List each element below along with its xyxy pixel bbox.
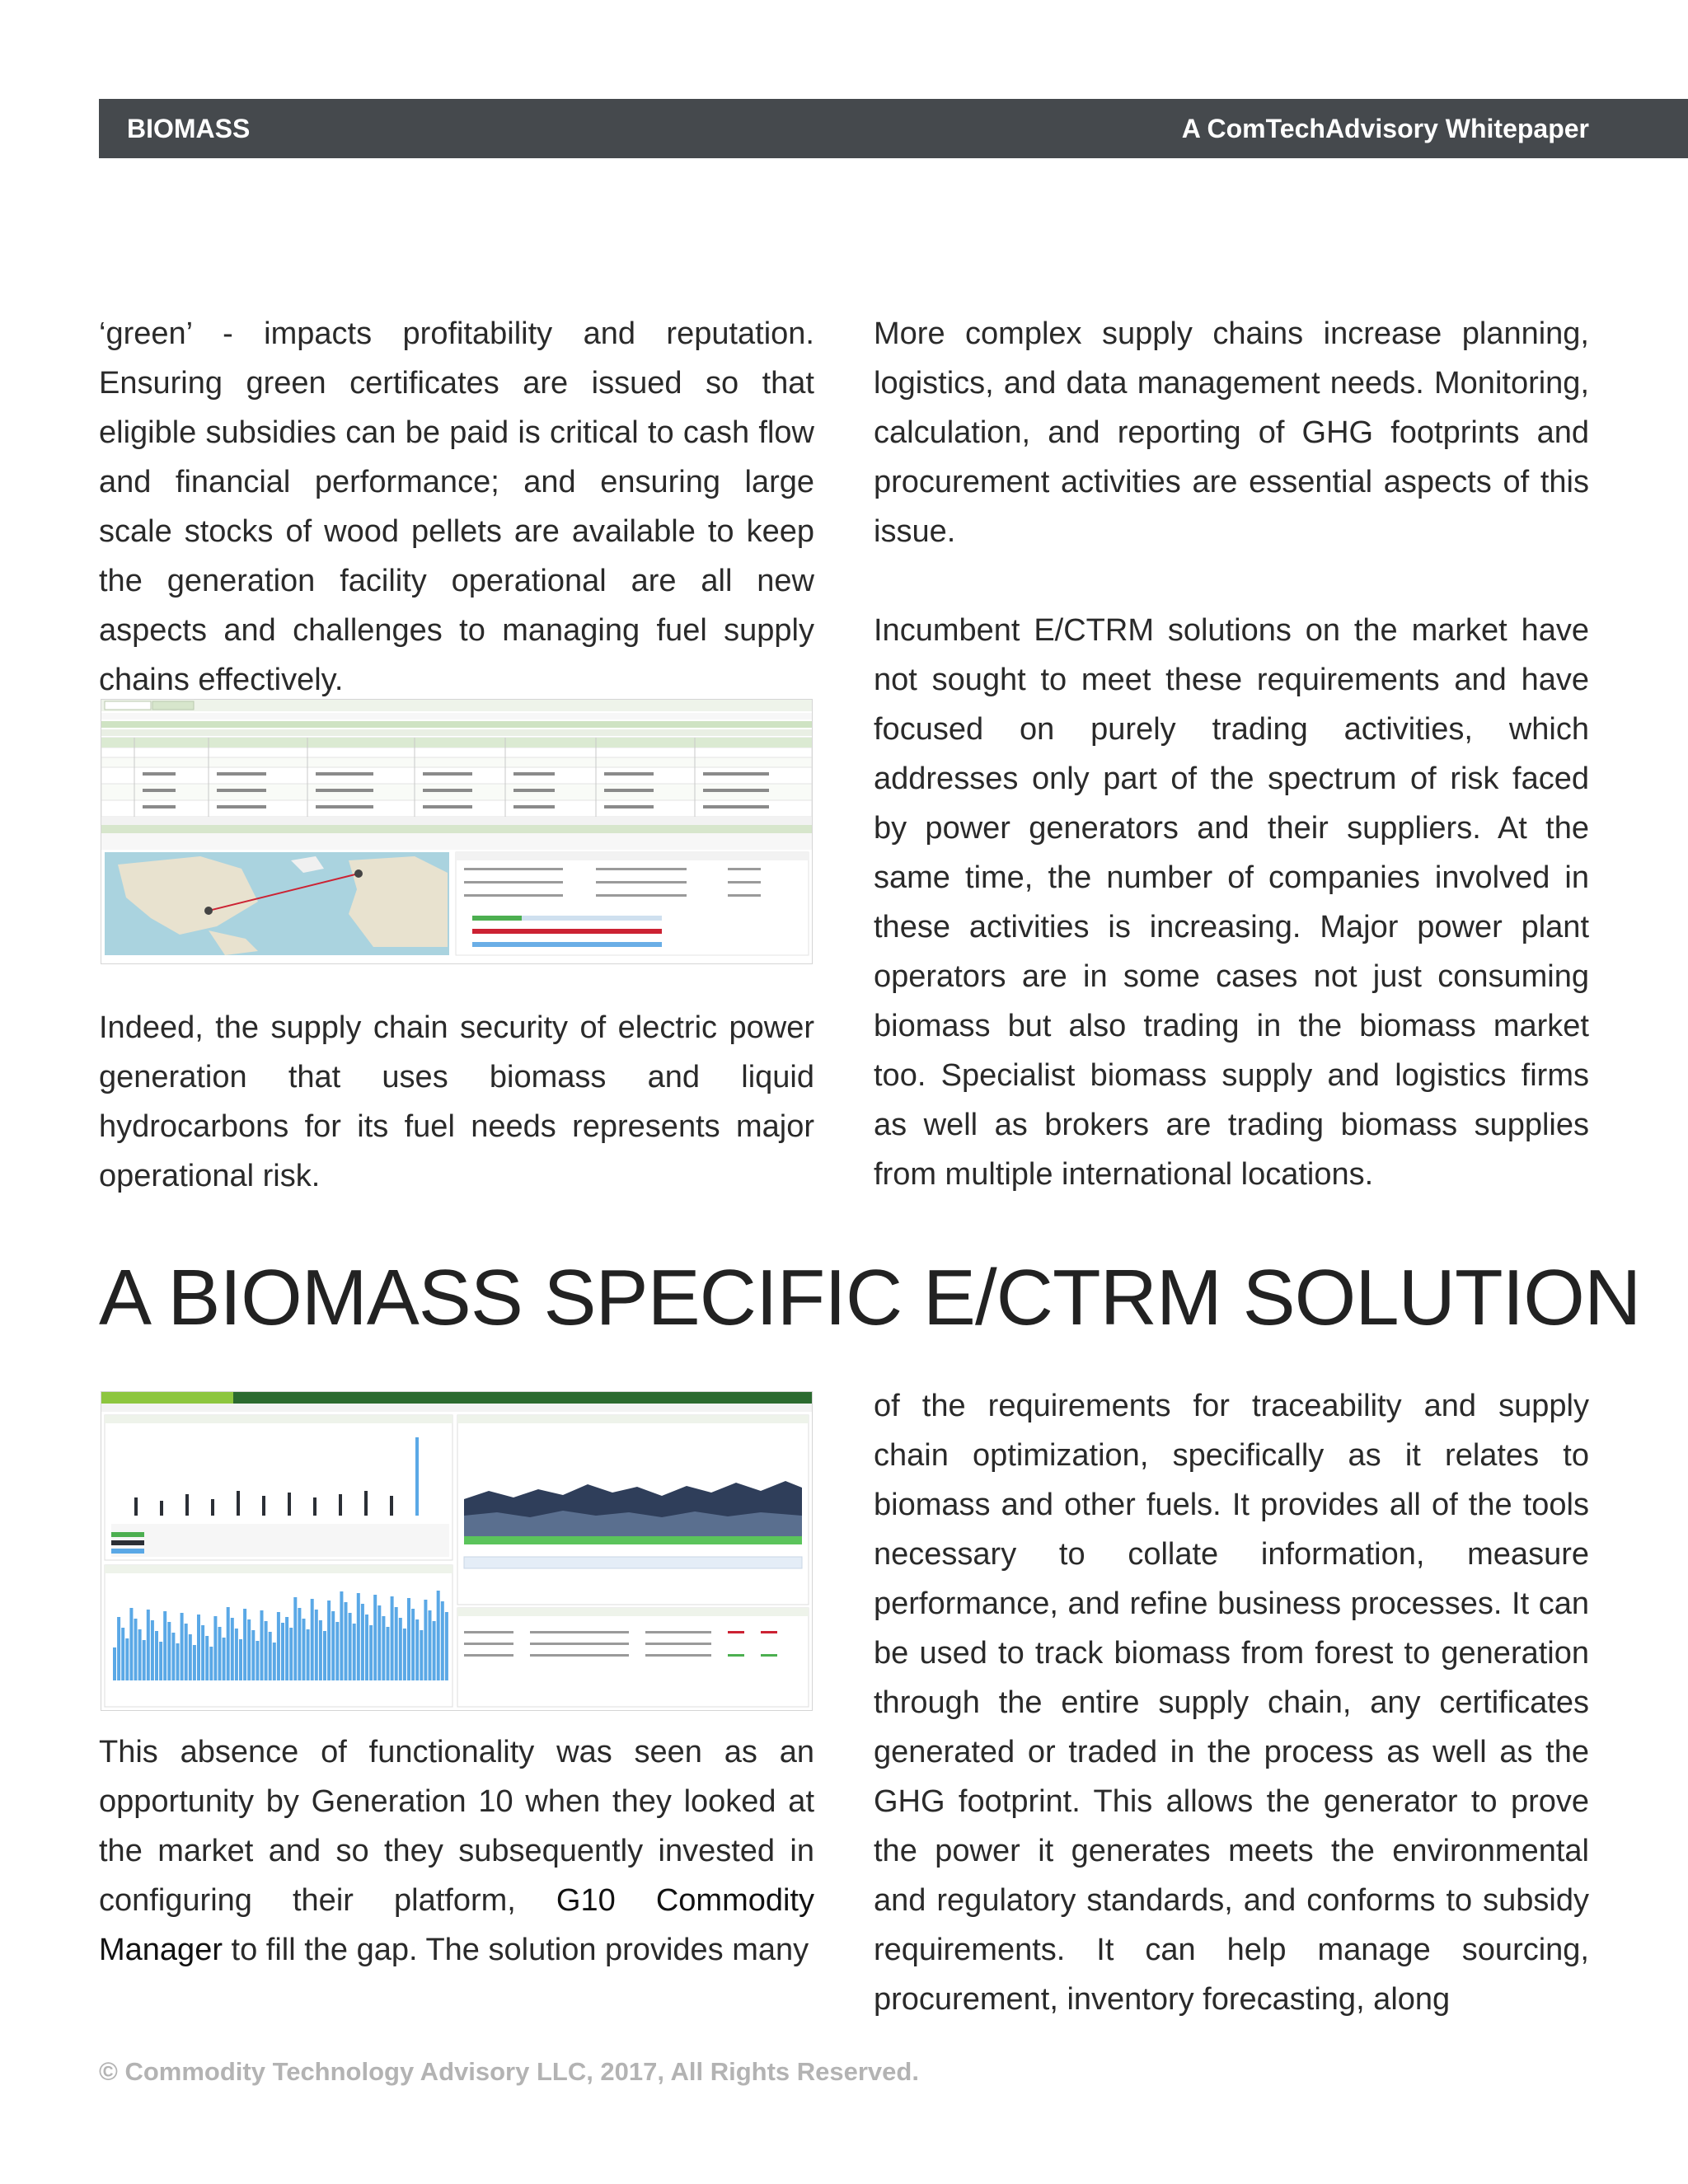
cumulative-bar <box>340 1591 343 1680</box>
cumulative-bar <box>129 1608 133 1680</box>
cumulative-bar <box>445 1612 448 1680</box>
net-bar <box>160 1501 163 1516</box>
cumulative-bar <box>327 1601 331 1680</box>
cumulative-bar <box>395 1607 398 1680</box>
cumulative-bar <box>285 1617 288 1680</box>
left-paragraph-1: ‘green’ - impacts profitability and reputation. Ensuring green certificates are issued so that eligible subsidies can be paid is critical to cash flow and financial performance; and ensuring large scale stocks of wood pellets are available to keep the generation facility operational are all new aspects and challenges to managing fuel supply chains effectively. <box>99 316 814 697</box>
cumulative-bar <box>218 1627 222 1680</box>
cumulative-bar <box>121 1628 124 1680</box>
net-bar <box>288 1493 291 1516</box>
cumulative-bar <box>335 1622 339 1680</box>
cumulative-bar <box>407 1598 410 1680</box>
cumulative-bar <box>197 1615 200 1680</box>
cumulative-bar <box>349 1613 352 1680</box>
cumulative-bar <box>399 1618 402 1680</box>
cumulative-bar <box>293 1597 297 1680</box>
cumulative-bar <box>134 1619 138 1680</box>
net-bar <box>390 1496 393 1516</box>
bottom-left-text-b: to fill the gap. The solution provides many <box>231 1933 809 1967</box>
cumulative-bar <box>227 1607 230 1680</box>
cumulative-bar <box>353 1624 356 1680</box>
cumulative-bar <box>181 1613 184 1680</box>
cumulative-bar <box>201 1625 204 1680</box>
cumulative-bar <box>235 1629 238 1680</box>
cumulative-bar <box>151 1620 154 1680</box>
dashboard-screenshot <box>101 1391 813 1711</box>
cumulative-bar <box>302 1619 306 1680</box>
cumulative-bar <box>209 1647 213 1680</box>
net-bar <box>185 1494 189 1516</box>
cumulative-bar <box>239 1639 242 1680</box>
cumulative-bar <box>265 1621 268 1680</box>
cumulative-bar <box>373 1595 377 1680</box>
cumulative-bar <box>247 1619 251 1680</box>
cumulative-bar <box>424 1600 427 1680</box>
net-bar <box>211 1499 214 1516</box>
cumulative-bar <box>441 1601 444 1680</box>
cumulative-bar <box>243 1609 246 1680</box>
net-bar <box>262 1496 265 1516</box>
cumulative-bar <box>117 1617 120 1680</box>
cumulative-bar <box>260 1610 264 1680</box>
left-paragraph-2: Indeed, the supply chain security of electric power generation that uses biomass and liquid hydrocarbons for its fuel needs represents major operational risk. <box>99 1010 814 1193</box>
cumulative-bar <box>420 1630 423 1680</box>
cumulative-bar <box>323 1631 326 1680</box>
net-bar <box>313 1497 316 1516</box>
cumulative-bar <box>403 1629 406 1680</box>
cumulative-bar <box>167 1622 171 1680</box>
cumulative-bar <box>193 1645 196 1680</box>
bottom-left-paragraph <box>99 1727 814 1975</box>
cumulative-bar <box>391 1596 394 1680</box>
cumulative-bar <box>189 1634 192 1680</box>
cumulative-bar <box>298 1608 301 1680</box>
bottom-right-paragraph: of the requirements for traceability and supply chain optimization, specifically as it relates to biomass and other fuels. It provides all of the tools necessary to collate information, measure performance, and refine business processes. It can be used to track biomass from forest to generation through the entire supply chain, any certificates generated or traded in the process as well as the GHG footprint. This allows the generator to prove the power it generates meets the environmental and regulatory standards, and conforms to subsidy requirements. It can help manage sourcing, procurement, inventory forecasting, along <box>874 1389 1589 2017</box>
cumulative-bar <box>277 1612 280 1680</box>
cumulative-bar <box>205 1636 209 1680</box>
cumulative-bar <box>433 1621 436 1680</box>
net-bar <box>339 1494 342 1516</box>
cumulative-bar <box>331 1611 335 1680</box>
cumulative-bar <box>171 1633 175 1680</box>
cumulative-bar <box>269 1632 272 1680</box>
cumulative-bar <box>315 1610 318 1680</box>
cumulative-bar <box>251 1630 255 1680</box>
cumulative-bar <box>415 1619 419 1680</box>
cumulative-bar <box>213 1616 217 1680</box>
cumulative-bar <box>256 1641 259 1680</box>
net-bar <box>237 1491 240 1516</box>
net-bar <box>134 1497 138 1516</box>
cumulative-bar <box>138 1629 142 1680</box>
cumulative-bar <box>377 1605 381 1680</box>
cumulative-bar <box>387 1627 390 1680</box>
cumulative-bar <box>365 1615 368 1680</box>
cumulative-bar <box>223 1638 226 1680</box>
product-name: G10 Commodity Manager <box>99 1883 814 1967</box>
cumulative-bar <box>281 1623 284 1680</box>
cumulative-bar <box>357 1593 360 1680</box>
cumulative-bar <box>155 1631 158 1680</box>
cumulative-bar <box>345 1602 348 1680</box>
bottom-left-text-a: This absence of functionality was seen as an opportunity by Generation 10 when they looked at the market and so they subsequently invested in configuring their platform, <box>99 1735 814 1918</box>
cumulative-bar <box>311 1599 314 1680</box>
net-bar <box>364 1491 368 1516</box>
cumulative-bar <box>429 1610 432 1680</box>
cumulative-bar <box>176 1643 180 1680</box>
copyright-footer: © Commodity Technology Advisory LLC, 2017, All Rights Reserved. <box>99 2057 919 2086</box>
cumulative-bar <box>369 1625 373 1680</box>
dashboard-graphic <box>101 1392 812 1710</box>
cumulative-bar <box>319 1620 322 1680</box>
cumulative-bar <box>143 1640 146 1680</box>
cumulative-bar <box>289 1628 293 1680</box>
cumulative-bar <box>382 1616 385 1680</box>
header-bar <box>99 99 1688 158</box>
cumulative-bar <box>185 1624 188 1680</box>
cumulative-bar <box>273 1643 276 1680</box>
inventory-tracking-screenshot <box>101 699 813 964</box>
cumulative-bar <box>361 1604 364 1680</box>
cumulative-bar <box>113 1647 116 1680</box>
cumulative-bar <box>231 1618 234 1680</box>
right-paragraph-2: Incumbent E/CTRM solutions on the market have not sought to meet these requirements and have focused on purely trading activities, which addresses only part of the spectrum of risk faced by power generators and their suppliers. At the same time, the number of companies involved in these activities is increasing. Major power plant operators are in some cases not just consuming biomass but also trading in the biomass market too. Specialist biomass supply and logistics firms as well as brokers are trading biomass supplies from multiple international locations. <box>874 613 1589 1192</box>
inventory-tracking-graphic <box>101 700 812 963</box>
cumulative-bar <box>437 1591 440 1680</box>
cumulative-bar <box>411 1609 415 1680</box>
right-paragraph-1: More complex supply chains increase planning, logistics, and data management needs. Monitoring, calculation, and reporting of GHG footprints and procurement activities are essential aspects of this issue. <box>874 316 1589 549</box>
publication-label: A ComTechAdvisory Whitepaper <box>1181 114 1589 143</box>
cumulative-bar <box>125 1638 129 1680</box>
cumulative-bar <box>307 1629 310 1680</box>
cumulative-bar <box>163 1611 166 1680</box>
cumulative-bar <box>147 1610 150 1680</box>
section-heading: A BIOMASS SPECIFIC E/CTRM SOLUTION <box>99 1254 1641 1342</box>
cumulative-bar <box>159 1642 162 1680</box>
section-label: BIOMASS <box>127 114 251 143</box>
net-bar <box>415 1437 419 1516</box>
